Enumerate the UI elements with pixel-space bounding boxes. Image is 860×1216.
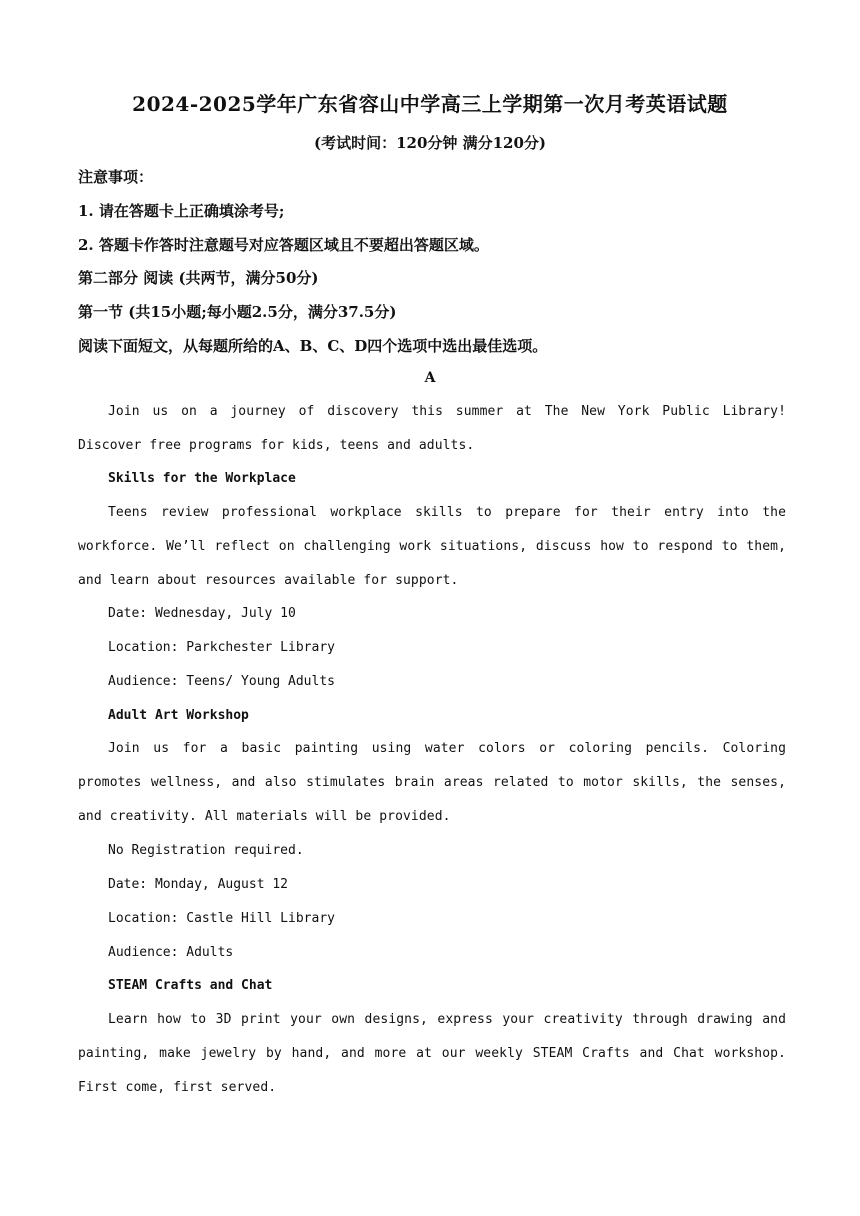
event-2-audience: Audience: Adults	[108, 945, 234, 960]
event-1-location: Location: Parkchester Library	[108, 640, 335, 655]
part-heading: 第二部分 阅读 (共两节，满分50分)	[78, 269, 319, 287]
event-description-3: Learn how to 3D print your own designs, express your creativity through drawing and painting, make jewelry by hand, and more at our weekly STEAM Crafts and Chat workshop. First come, first served.	[78, 1012, 786, 1095]
notice-item-1: 1. 请在答题卡上正确填涂考号;	[78, 202, 285, 220]
event-description-2: Join us for a basic painting using water colors or coloring pencils. Coloring promotes wellness, and also stimulates brain areas related to motor skills, the senses, and creativity. All materials will be provided.	[78, 741, 786, 824]
event-1-audience: Audience: Teens/ Young Adults	[108, 674, 335, 689]
event-2-location: Location: Castle Hill Library	[108, 911, 335, 926]
event-title-2: Adult Art Workshop	[108, 708, 249, 723]
event-title-3: STEAM Crafts and Chat	[108, 978, 273, 993]
passage-letter: A	[424, 370, 436, 386]
event-1-date: Date: Wednesday, July 10	[108, 606, 296, 621]
notice-item-2: 2. 答题卡作答时注意题号对应答题区域且不要超出答题区域。	[78, 236, 489, 254]
event-description-1: Teens review professional workplace skills to prepare for their entry into the workforce. We’ll reflect on challenging work situations, discuss how to respond to them, and learn about resources available for support.	[78, 505, 786, 588]
exam-title: 2024-2025学年广东省容山中学高三上学期第一次月考英语试题	[132, 92, 728, 116]
notice-heading: 注意事项：	[78, 168, 154, 186]
passage-intro: Join us on a journey of discovery this summer at The New York Public Library! Discover free programs for kids, teens and adults.	[78, 404, 786, 453]
event-2-date: Date: Monday, August 12	[108, 877, 289, 892]
event-2-registration: No Registration required.	[108, 843, 304, 858]
instruction-text: 阅读下面短文，从每题所给的A、B、C、D四个选项中选出最佳选项。	[78, 337, 548, 355]
exam-subtitle: (考试时间：120分钟 满分120分)	[313, 134, 547, 152]
event-title-1: Skills for the Workplace	[108, 471, 296, 486]
section-heading: 第一节 (共15小题;每小题2.5分，满分37.5分)	[78, 303, 397, 321]
